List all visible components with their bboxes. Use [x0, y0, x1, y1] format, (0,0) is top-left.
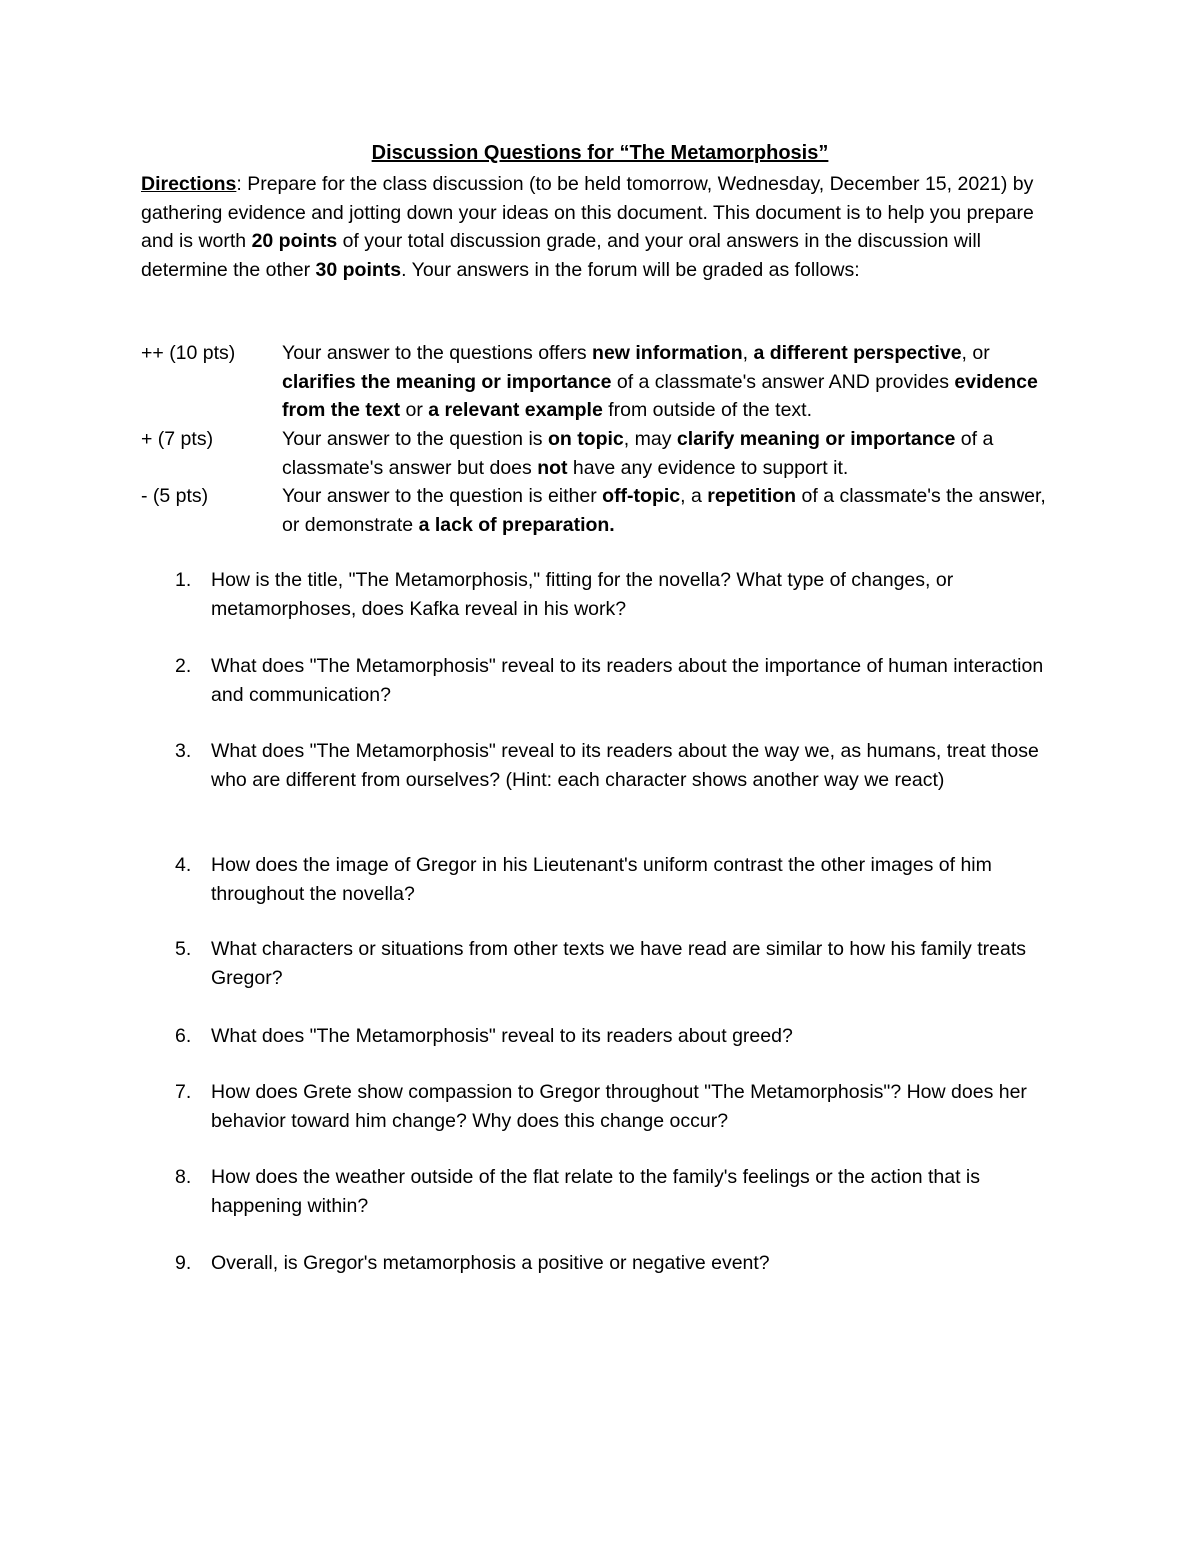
rubric-score: + (7 pts) — [141, 428, 214, 450]
question-number: 5. — [175, 938, 192, 960]
question-text: How is the title, "The Metamorphosis," fitting for the novella? What type of changes, or metamorphoses, does Kafka reveal in his work? — [211, 569, 954, 620]
question-text: What does "The Metamorphosis" reveal to its readers about the importance of human interaction and communication? — [211, 655, 1044, 706]
question-number: 1. — [175, 569, 192, 591]
directions-label: Directions — [141, 173, 237, 195]
question-text: What does "The Metamorphosis" reveal to its readers about greed? — [211, 1025, 793, 1047]
rubric-description: Your answer to the question is either off-topic, a repetition of a classmate's the answer, or demonstrate a lack of preparation. — [282, 485, 1046, 536]
question-number: 9. — [175, 1252, 192, 1274]
question-number: 8. — [175, 1166, 192, 1188]
rubric-description: Your answer to the questions offers new information, a different perspective, or clarifies the meaning or importance of a classmate's answer AND provides evidence from the text or a relevant example from outside of the text. — [282, 342, 1038, 422]
question-text: How does the image of Gregor in his Lieutenant's uniform contrast the other images of him throughout the novella? — [211, 854, 992, 905]
rubric-description: Your answer to the question is on topic, may clarify meaning or importance of a classmate's answer but does not have any evidence to support it. — [282, 428, 994, 479]
question-number: 2. — [175, 655, 192, 677]
directions-paragraph: Directions: Prepare for the class discussion (to be held tomorrow, Wednesday, December 15, 2021) by gathering evidence and jotting down your ideas on this document. This document is to help you prepare and is worth 20 points of your total discussion grade, and your oral answers in the discussion will determine the other 30 points. Your answers in the forum will be graded as follows: — [141, 173, 1034, 281]
question-number: 4. — [175, 854, 192, 876]
question-text: How does the weather outside of the flat relate to the family's feelings or the action that is happening within? — [211, 1166, 980, 1217]
question-text: What does "The Metamorphosis" reveal to its readers about the way we, as humans, treat those who are different from ourselves? (Hint: each character shows another way we react) — [211, 740, 1039, 791]
question-text: Overall, is Gregor's metamorphosis a positive or negative event? — [211, 1252, 770, 1274]
document-title: Discussion Questions for “The Metamorphosis” — [371, 142, 829, 164]
question-number: 6. — [175, 1025, 192, 1047]
question-text: What characters or situations from other texts we have read are similar to how his family treats Gregor? — [211, 938, 1026, 989]
rubric-score: - (5 pts) — [141, 485, 209, 507]
question-number: 3. — [175, 740, 192, 762]
rubric-score: ++ (10 pts) — [141, 342, 236, 364]
question-text: How does Grete show compassion to Gregor throughout "The Metamorphosis"? How does her behavior toward him change? Why does this change occur? — [211, 1081, 1027, 1132]
question-number: 7. — [175, 1081, 192, 1103]
